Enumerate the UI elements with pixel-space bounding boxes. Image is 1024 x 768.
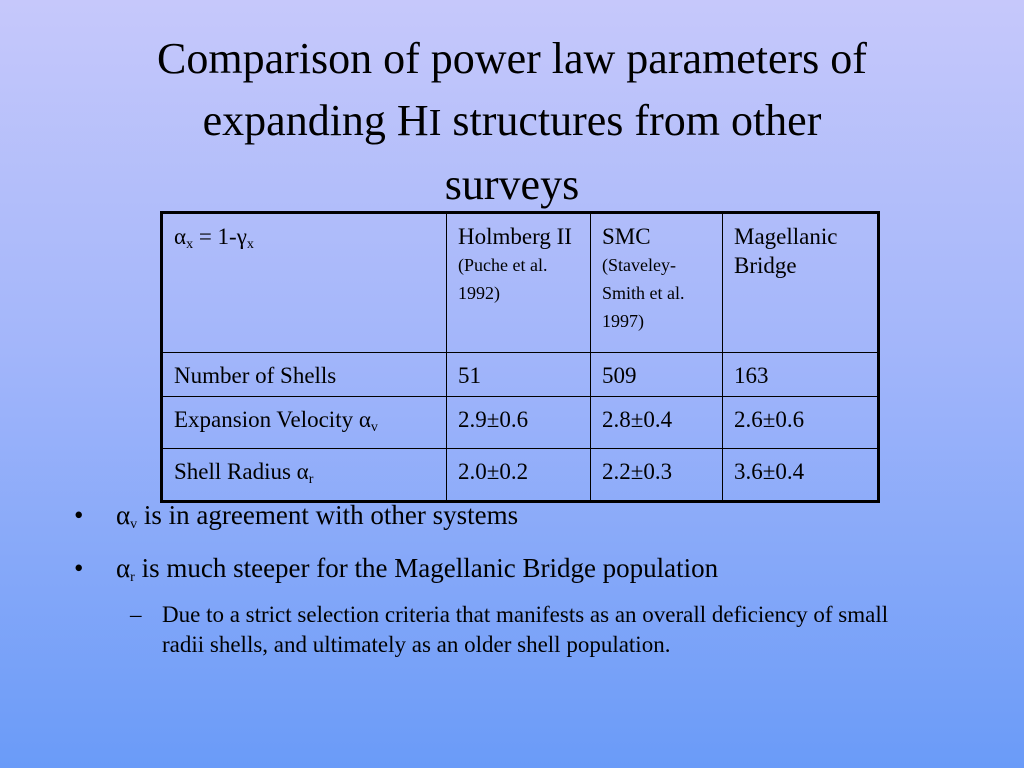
row-value: 509: [591, 353, 723, 397]
header-alpha-sub: x: [186, 237, 194, 252]
header-alpha: α: [174, 224, 187, 249]
header-smc-name: SMC: [602, 224, 651, 249]
bullet-item: [74, 551, 934, 595]
row-value: 2.2±0.3: [591, 449, 723, 502]
bullet-list: [74, 498, 934, 660]
bullet-mark: •: [74, 553, 84, 583]
row-label: Expansion Velocity α: [174, 407, 371, 432]
row-value: 3.6±0.4: [723, 449, 879, 502]
row-value: 2.9±0.6: [447, 397, 591, 449]
parameters-table: [160, 211, 880, 503]
bullet-alpha-sub: v: [130, 517, 138, 532]
title-line-3: surveys: [444, 160, 580, 209]
row-label-cell: [162, 449, 447, 502]
table-header-row: [162, 213, 879, 353]
header-formula: = 1-γ: [193, 224, 247, 249]
header-cell-holmberg: [447, 213, 591, 353]
bullet-alpha: α: [116, 500, 131, 530]
sub-bullet-item: [74, 600, 934, 660]
row-value: 2.8±0.4: [591, 397, 723, 449]
bullet-text: is in agreement with other systems: [137, 500, 519, 530]
sub-bullet-text: Due to a strict selection criteria that manifests as an overall deficiency of small radii shells, and ultimately as an older shell population.: [162, 602, 889, 657]
row-value: 2.6±0.6: [723, 397, 879, 449]
header-holmberg-name: Holmberg II: [458, 224, 572, 249]
bullet-item: [74, 498, 934, 542]
header-cell-bridge: [723, 213, 879, 353]
row-label-cell: [162, 397, 447, 449]
sub-bullet-mark: –: [130, 602, 142, 627]
row-value: 2.0±0.2: [447, 449, 591, 502]
row-label-sub: r: [308, 472, 314, 487]
header-cell-smc: [591, 213, 723, 353]
table-row: [162, 397, 879, 449]
title-line-1: Comparison of power law parameters of: [157, 34, 867, 83]
header-holmberg-ref: (Puche et al. 1992): [458, 255, 548, 303]
table-row: [162, 449, 879, 502]
title-line-2: [60, 90, 964, 154]
title-line-2a: expanding H: [202, 96, 429, 145]
bullet-alpha: α: [116, 553, 131, 583]
header-bridge-name: Magellanic Bridge: [734, 224, 838, 278]
slide-title: [60, 28, 964, 216]
header-cell-alpha: [162, 213, 447, 353]
bullet-alpha-sub: r: [130, 570, 135, 585]
row-value: 163: [723, 353, 879, 397]
title-line-2b: I: [428, 102, 442, 144]
row-label: Number of Shells: [162, 353, 447, 397]
row-value: 51: [447, 353, 591, 397]
row-label-sub: v: [370, 420, 378, 435]
row-label: Shell Radius α: [174, 459, 309, 484]
table-row: [162, 353, 879, 397]
title-line-2c: structures from other: [441, 96, 822, 145]
header-gamma-sub: x: [246, 237, 254, 252]
bullet-mark: •: [74, 500, 84, 530]
bullet-text: is much steeper for the Magellanic Bridge population: [134, 553, 719, 583]
header-smc-ref: (Staveley-Smith et al. 1997): [602, 255, 685, 331]
